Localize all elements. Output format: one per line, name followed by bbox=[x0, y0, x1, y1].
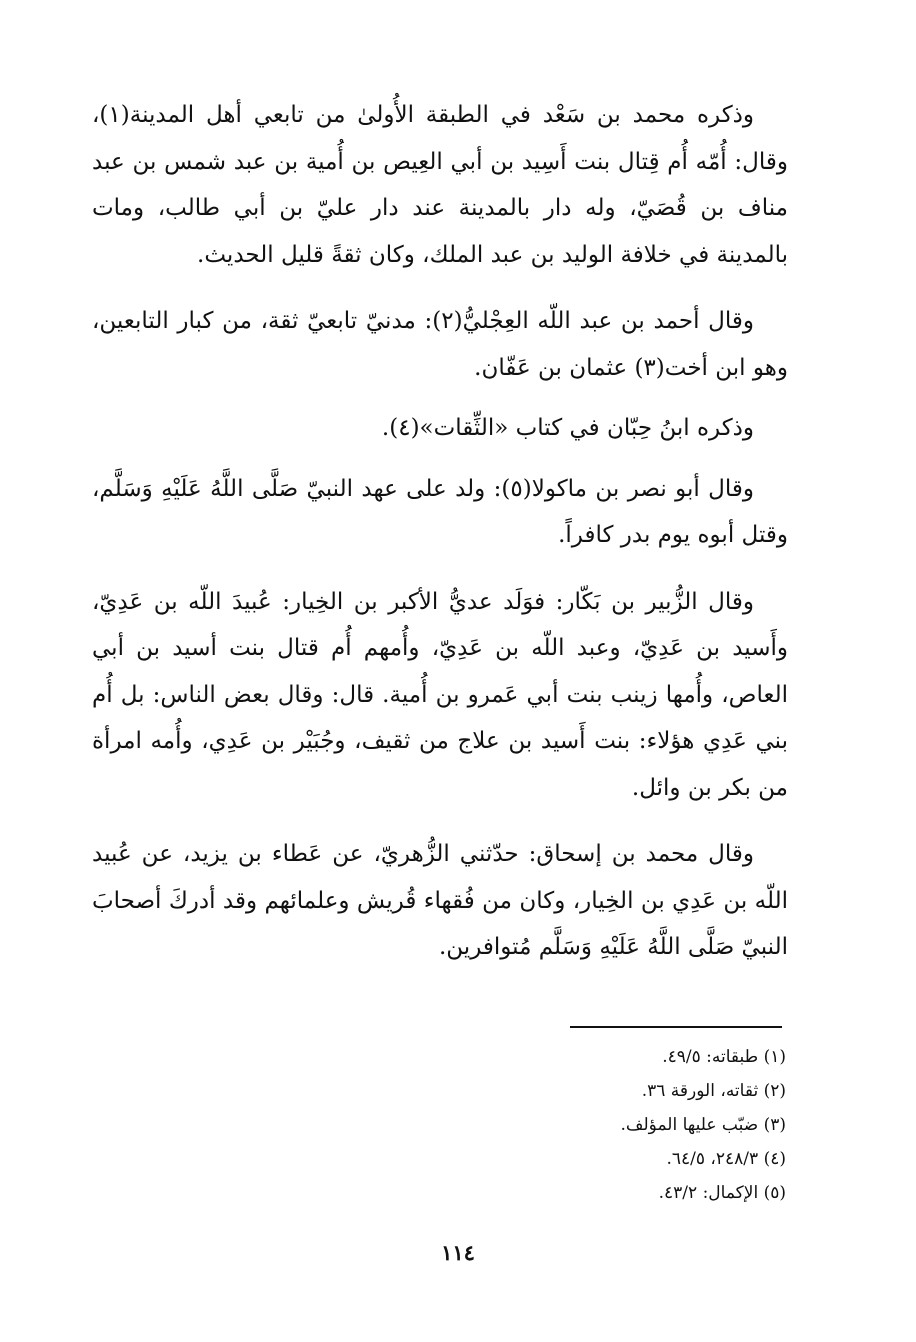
paragraph-ibn-saad: وذكره محمد بن سَعْد في الطبقة الأُولىٰ من تابعي أهل المدينة(١)، وقال: أُمّه أُم قِتال بنت أَسِيد بن أبي العِيص بن أُمية بن عبد شمس بن عبد مناف بن قُصَيّ، وله دار بالمدينة عند دار عليّ بن أبي طالب، ومات بالمدينة في خلافة الوليد بن عبد الملك، وكان ثقةً قليل الحديث. bbox=[92, 102, 788, 268]
paragraph-ibn-ishaq: وقال محمد بن إسحاق: حدّثني الزُّهريّ، عن عَطاء بن يزيد، عن عُبيد اللّه بن عَدِي بن الخِيار، وكان من فُقهاء قُريش وعلمائهم وقد أدركَ أصحابَ النبيّ صَلَّى اللَّهُ عَلَيْهِ وَسَلَّم مُتوافرين. bbox=[92, 841, 788, 960]
paragraph-gap bbox=[92, 391, 788, 405]
paragraph-ijli: وقال أحمد بن عبد اللّه العِجْليُّ(٢): مدنيّ تابعيّ ثقة، من كبار التابعين، وهو ابن أخت(٣) عثمان بن عَفّان. bbox=[92, 308, 788, 381]
footnote-4: (٤) ٢٤٨/٣، ٦٤/٥. bbox=[666, 1149, 786, 1169]
paragraph-gap bbox=[92, 811, 788, 831]
paragraph-gap bbox=[92, 278, 788, 298]
footnote-2: (٢) ثقاته، الورقة ٣٦. bbox=[641, 1081, 786, 1101]
page-number: ١١٤ bbox=[441, 1240, 475, 1265]
main-text bbox=[92, 92, 788, 971]
paragraph-zubayr: وقال الزُّبير بن بَكّار: فوَلَد عديُّ الأكبر بن الخِيار: عُبيدَ اللّه بن عَدِيّ، وأَسيد بن عَدِيّ، وعبد اللّه بن عَدِيّ، وأُمهم أُم قتال بنت أسيد بن أبي العاص، وأُمها زينب بنت أبي عَمرو بن أُمية. قال: وقال بعض الناس: بل أُم بني عَدِي هؤلاء: بنت أَسيد بن علاج من ثقيف، وجُبَيْر بن عَدِي، وأُمه امرأة من بكر بن وائل. bbox=[92, 588, 788, 801]
footnote-5: (٥) الإكمال: ٤٣/٢. bbox=[658, 1183, 786, 1203]
footnote-3: (٣) ضبّب عليها المؤلف. bbox=[620, 1115, 786, 1135]
footnotes-list bbox=[420, 1040, 786, 1210]
footnote-divider bbox=[570, 1026, 782, 1028]
footnote-1: (١) طبقاته: ٤٩/٥. bbox=[662, 1047, 786, 1067]
paragraph-gap bbox=[92, 559, 788, 579]
paragraph-gap bbox=[92, 452, 788, 466]
paragraph-ibn-hibban: وذكره ابنُ حِبّان في كتاب «الثِّقات»(٤). bbox=[381, 415, 754, 441]
paragraph-ibn-makula: وقال أبو نصر بن ماكولا(٥): ولد على عهد النبيّ صَلَّى اللَّهُ عَلَيْهِ وَسَلَّم، وقتل أبوه يوم بدر كافراً. bbox=[92, 475, 788, 548]
